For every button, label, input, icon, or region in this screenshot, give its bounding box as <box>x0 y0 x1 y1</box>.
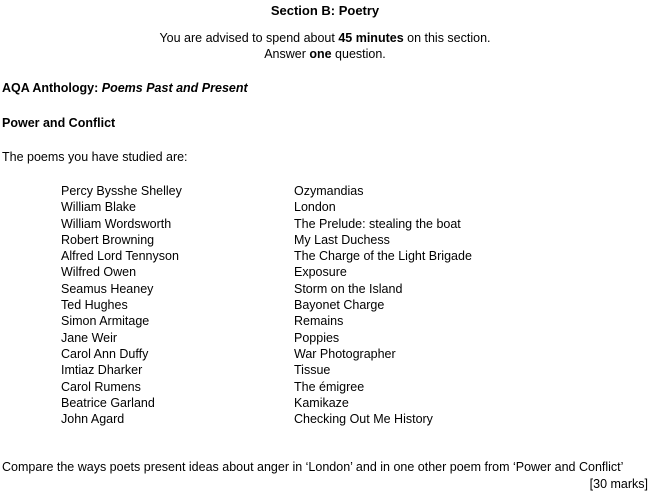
poem-row <box>61 395 501 411</box>
answer-instruction <box>0 47 650 61</box>
poem-title: Checking Out Me History <box>294 412 433 427</box>
poem-row <box>61 313 501 329</box>
section-title: Section B: Poetry <box>270 3 380 18</box>
poem-title: The émigree <box>294 379 365 394</box>
poem-title: Poppies <box>294 330 340 345</box>
question-text: Compare the ways poets present ideas about anger in ‘London’ and in one other poem from ‘Power and Conflict’ <box>2 460 624 474</box>
time-advice-before: You are advised to spend about <box>159 31 339 45</box>
poet-name: Ted Hughes <box>61 298 128 313</box>
poet-name: William Blake <box>61 200 137 215</box>
answer-count: one <box>309 47 332 61</box>
poem-row <box>61 183 501 199</box>
cluster-heading: Power and Conflict <box>2 116 116 130</box>
marks-label: [30 marks] <box>589 477 648 491</box>
poem-title: Storm on the Island <box>294 281 403 296</box>
poem-row <box>61 411 501 427</box>
poet-name: Carol Ann Duffy <box>61 346 149 361</box>
poem-row <box>61 330 501 346</box>
poet-name: William Wordsworth <box>61 216 172 231</box>
time-advice-after: on this section. <box>403 31 491 45</box>
poet-name: Robert Browning <box>61 232 155 247</box>
poem-title: Remains <box>294 314 344 329</box>
answer-before: Answer <box>264 47 310 61</box>
poem-title: Tissue <box>294 363 331 378</box>
poem-title: My Last Duchess <box>294 232 390 247</box>
poet-name: Simon Armitage <box>61 314 150 329</box>
poem-title: Bayonet Charge <box>294 298 385 313</box>
anthology-prefix: AQA Anthology: <box>2 81 102 95</box>
time-advice <box>0 31 650 45</box>
poem-row <box>61 281 501 297</box>
poem-row <box>61 264 501 280</box>
poem-row <box>61 346 501 362</box>
poem-row <box>61 297 501 313</box>
poem-title: Ozymandias <box>294 184 364 198</box>
poem-title: The Prelude: stealing the boat <box>294 216 461 231</box>
answer-after: question. <box>331 47 386 61</box>
poem-row <box>61 362 501 378</box>
poem-list <box>61 183 501 427</box>
poet-name: Carol Rumens <box>61 379 141 394</box>
anthology-title: Poems Past and Present <box>101 81 248 95</box>
poem-title: The Charge of the Light Brigade <box>294 249 472 264</box>
poem-row <box>61 216 501 232</box>
poem-title: War Photographer <box>294 346 396 361</box>
anthology-heading <box>2 81 248 95</box>
poet-name: Percy Bysshe Shelley <box>61 184 182 198</box>
poet-name: John Agard <box>61 412 125 427</box>
poem-title: Exposure <box>294 265 347 280</box>
poet-name: Alfred Lord Tennyson <box>61 249 179 264</box>
poem-row <box>61 232 501 248</box>
poet-name: Beatrice Garland <box>61 395 155 410</box>
poet-name: Wilfred Owen <box>61 265 137 280</box>
poem-title: Kamikaze <box>294 395 349 410</box>
poet-name: Seamus Heaney <box>61 281 154 296</box>
poem-row <box>61 379 501 395</box>
poem-row <box>61 248 501 264</box>
time-advice-duration: 45 minutes <box>338 31 404 45</box>
poet-name: Jane Weir <box>61 330 118 345</box>
poet-name: Imtiaz Dharker <box>61 363 143 378</box>
poem-title: London <box>294 200 336 215</box>
poems-intro: The poems you have studied are: <box>2 150 188 164</box>
poem-row <box>61 199 501 215</box>
